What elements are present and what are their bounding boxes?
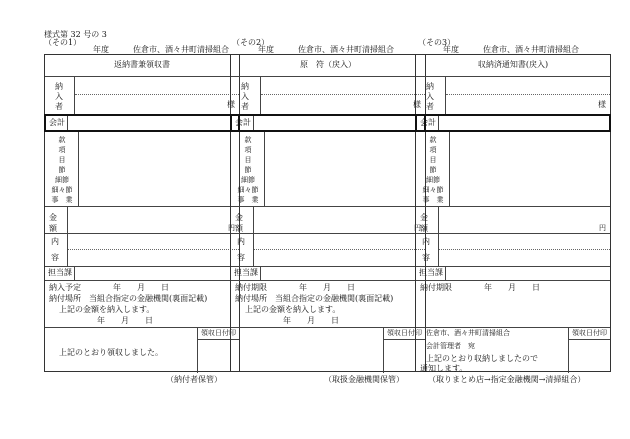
due-line: 納付期限 年 月 日: [420, 283, 540, 292]
account-list: [233, 135, 263, 205]
account-list: [418, 135, 448, 205]
form-title: 原 符（戻入）: [300, 60, 356, 69]
sama-label: 様: [598, 100, 606, 109]
account-kou: 項: [244, 146, 252, 154]
account-list: [47, 135, 77, 205]
sama-label: 様: [413, 100, 421, 109]
account-jigyo: 事 業: [237, 196, 259, 204]
tanto-label: 担当課: [419, 268, 443, 277]
form-header-line: 年度 佐倉市、酒々井町清掃組合: [93, 45, 229, 54]
receipt-form-2: [230, 54, 426, 372]
amount-label: 金額: [49, 213, 57, 233]
manager-line: 会計管理者 宛: [426, 342, 475, 350]
stamp-label: 領収日付印: [387, 329, 422, 337]
form-header-line: 年度 佐倉市、酒々井町清掃組合: [258, 45, 394, 54]
date-line: 年 月 日: [283, 316, 339, 325]
receipt-form-1: [44, 54, 240, 372]
payer-label: 納入者: [55, 82, 63, 111]
org-line: 佐倉市、酒々井町清掃組合: [426, 329, 510, 337]
total-label: 会計: [420, 118, 436, 127]
account-jigyo: 事 業: [422, 196, 444, 204]
naiyo-label-1: 内: [422, 237, 430, 246]
sama-label: 様: [227, 100, 235, 109]
stamp-box: [568, 327, 610, 373]
form-header-line: 年度 佐倉市、酒々井町清掃組合: [443, 45, 579, 54]
total-label: 会計: [235, 118, 251, 127]
account-moku: 目: [429, 156, 437, 164]
account-moku: 目: [244, 156, 252, 164]
account-setsu: 節: [58, 166, 66, 174]
account-saisaisetsu: 細々節: [237, 186, 259, 194]
account-kou: 項: [58, 146, 66, 154]
place-line: 納付場所 当組合指定の金融機関(裏面記載): [49, 294, 208, 303]
account-moku: 目: [58, 156, 66, 164]
naiyo-label-2: 容: [237, 253, 245, 262]
yen-label: 円: [414, 224, 421, 232]
receipt-form-3: [415, 54, 611, 372]
due-line: 納付期限 年 月 日: [235, 283, 355, 292]
form-number: 様式第 32 号の 3: [44, 30, 107, 39]
account-kou: 項: [429, 146, 437, 154]
part-label: （その1）: [44, 38, 82, 47]
notice-line: 上記の金額を納入します。: [59, 305, 155, 314]
retention-note: （取扱金融機関保管）: [324, 375, 404, 384]
naiyo-label-2: 容: [51, 253, 59, 262]
stamp-label: 領収日付印: [572, 329, 607, 337]
total-row: [230, 114, 426, 132]
date-line: 年 月 日: [97, 316, 153, 325]
yen-label: 円: [228, 224, 235, 232]
form-title: 収納済通知書(戻入): [477, 60, 549, 69]
place-line: 納付場所 当組合指定の金融機関(裏面記載): [235, 294, 394, 303]
account-kan: 款: [58, 136, 66, 144]
retention-note: （取りまとめ店→指定金融機関→清掃組合）: [428, 375, 586, 384]
part-label: （その2）: [232, 38, 270, 47]
account-saisaisetsu: 細々節: [51, 186, 73, 194]
naiyo-label-2: 容: [422, 253, 430, 262]
tanto-label: 担当課: [48, 268, 72, 277]
total-row: [44, 114, 240, 132]
tanto-label: 担当課: [234, 268, 258, 277]
due-line: 納入予定 年 月 日: [49, 283, 169, 292]
payer-label: 納入者: [426, 82, 434, 111]
total-label: 会計: [49, 118, 65, 127]
account-setsu: 節: [244, 166, 252, 174]
yen-label: 円: [599, 224, 606, 232]
notice-line-2: 通知します。: [420, 364, 468, 373]
notice-line: 上記の金額を納入します。: [245, 305, 341, 314]
amount-label: 金額: [420, 213, 428, 233]
notice-line: 上記のとおり収納しましたので: [426, 354, 538, 363]
account-saisetsu: 細節: [241, 176, 255, 184]
account-saisaisetsu: 細々節: [422, 186, 444, 194]
part-label: （その3）: [418, 38, 456, 47]
account-kan: 款: [429, 136, 437, 144]
form-title: 返納書兼領収書: [114, 60, 170, 69]
payer-label: 納入者: [241, 82, 249, 111]
receipt-line: 上記のとおり領収しました。: [59, 348, 163, 357]
retention-note: （納付者保管）: [166, 375, 222, 384]
account-saisetsu: 細節: [55, 176, 69, 184]
stamp-label: 領収日付印: [201, 329, 236, 337]
naiyo-label-1: 内: [51, 237, 59, 246]
amount-label: 金額: [235, 213, 243, 233]
naiyo-label-1: 内: [237, 237, 245, 246]
account-setsu: 節: [429, 166, 437, 174]
account-jigyo: 事 業: [51, 196, 73, 204]
account-kan: 款: [244, 136, 252, 144]
account-saisetsu: 細節: [426, 176, 440, 184]
total-row: [415, 114, 611, 132]
